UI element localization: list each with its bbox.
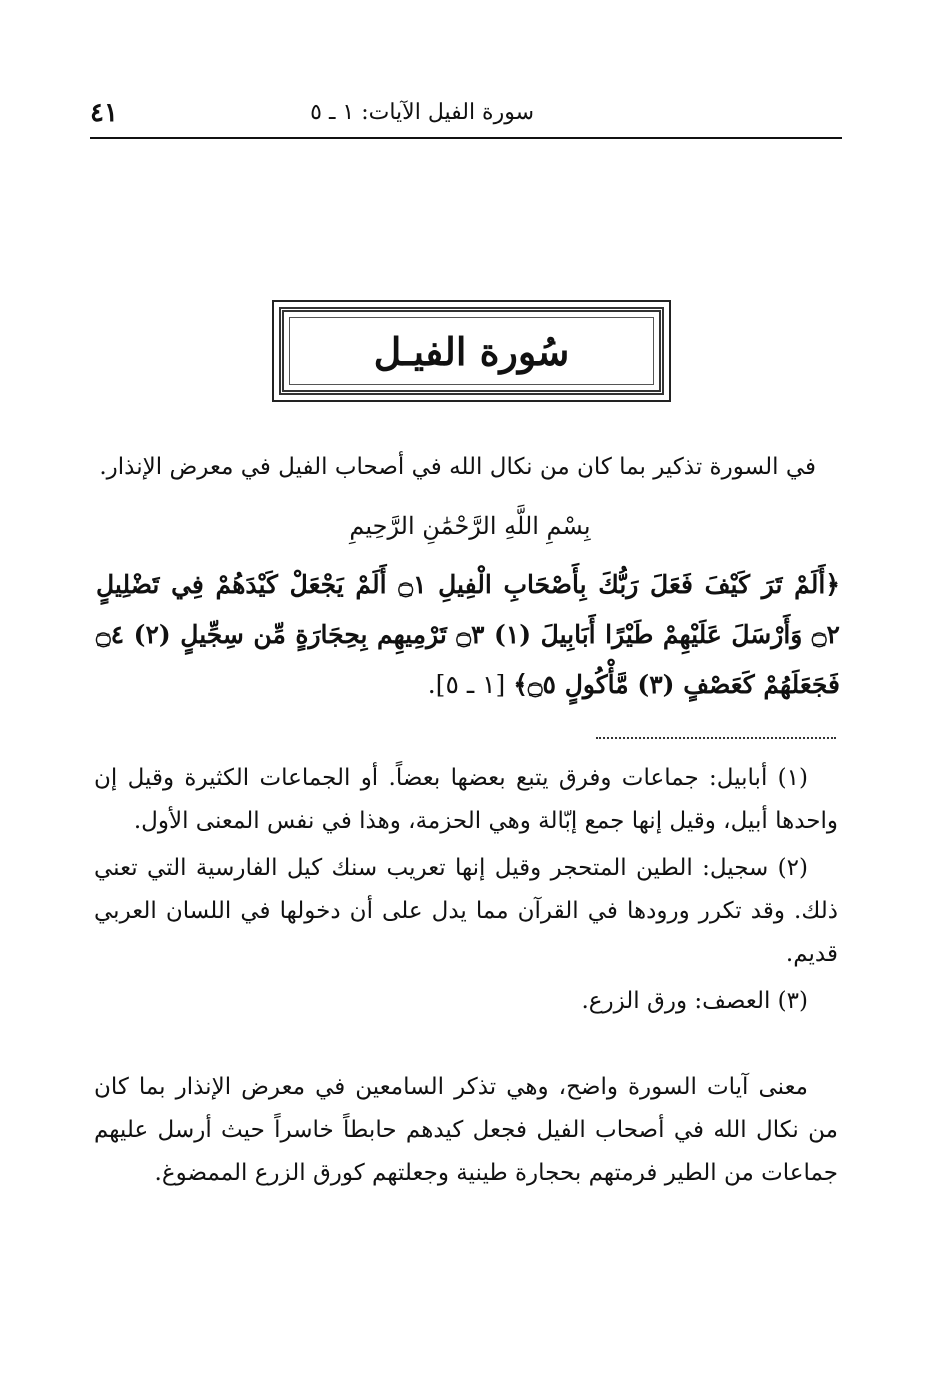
footnote-2: (٢) سجيل: الطين المتحجر وقيل إنها تعريب سنك كيل الفارسية التي تعني ذلك. وقد تكرر ورودها في القرآن مما يدل على أن دخولها في اللسان العربي قديم. xyxy=(94,855,838,967)
intro-paragraph: في السورة تذكير بما كان من نكال الله في أصحاب الفيل في معرض الإنذار. xyxy=(99,454,816,480)
page-number: ٤١ xyxy=(90,98,118,128)
surah-title-inner-frame xyxy=(279,307,664,395)
footnote-separator xyxy=(596,737,836,739)
header-rule xyxy=(90,137,842,139)
footnotes xyxy=(94,757,838,1023)
summary-paragraph: معنى آيات السورة واضح، وهي تذكر السامعين في معرض الإنذار بما كان من نكال الله في أصحاب الفيل فجعل كيدهم حابطاً خاسراً حيث أرسل عليهم جماعات من الطير فرمتهم بحجارة طينية وجعلتهم كورق الزرع الممضوغ. xyxy=(94,1074,838,1186)
footnote-1: (١) أبابيل: جماعات وفرق يتبع بعضها بعضاً. أو الجماعات الكثيرة وقيل إن واحدها أبيل، وقيل إنها جمع إبّالة وهي الحزمة، وهذا في نفس المعنى الأول. xyxy=(94,765,838,834)
page-header xyxy=(90,92,842,138)
verse-text: ﴿أَلَمْ تَرَ كَيْفَ فَعَلَ رَبُّكَ بِأَصْحَابِ الْفِيلِ ۝١ أَلَمْ يَجْعَلْ كَيْدَهُمْ فِي تَضْلِيلٍ ۝٢ وَأَرْسَلَ عَلَيْهِمْ طَيْرًا أَبَابِيلَ (١) ۝٣ تَرْمِيهِم بِحِجَارَةٍ مِّن سِجِّيلٍ (٢) ۝٤ فَجَعَلَهُمْ كَعَصْفٍ (٣) مَّأْكُولٍ ۝٥﴾ xyxy=(96,570,840,699)
surah-title: سُورة الفيـل xyxy=(373,328,570,374)
footnote-3: (٣) العصف: ورق الزرع. xyxy=(581,988,808,1014)
basmala: بِسْمِ اللَّهِ الرَّحْمَٰنِ الرَّحِيمِ xyxy=(349,512,591,540)
surah-title-frame xyxy=(272,300,671,402)
running-title: سورة الفيل الآيات: ١ ـ ٥ xyxy=(310,100,534,125)
verse-reference: [١ ـ ٥]. xyxy=(427,670,506,699)
quran-verses xyxy=(96,560,840,710)
